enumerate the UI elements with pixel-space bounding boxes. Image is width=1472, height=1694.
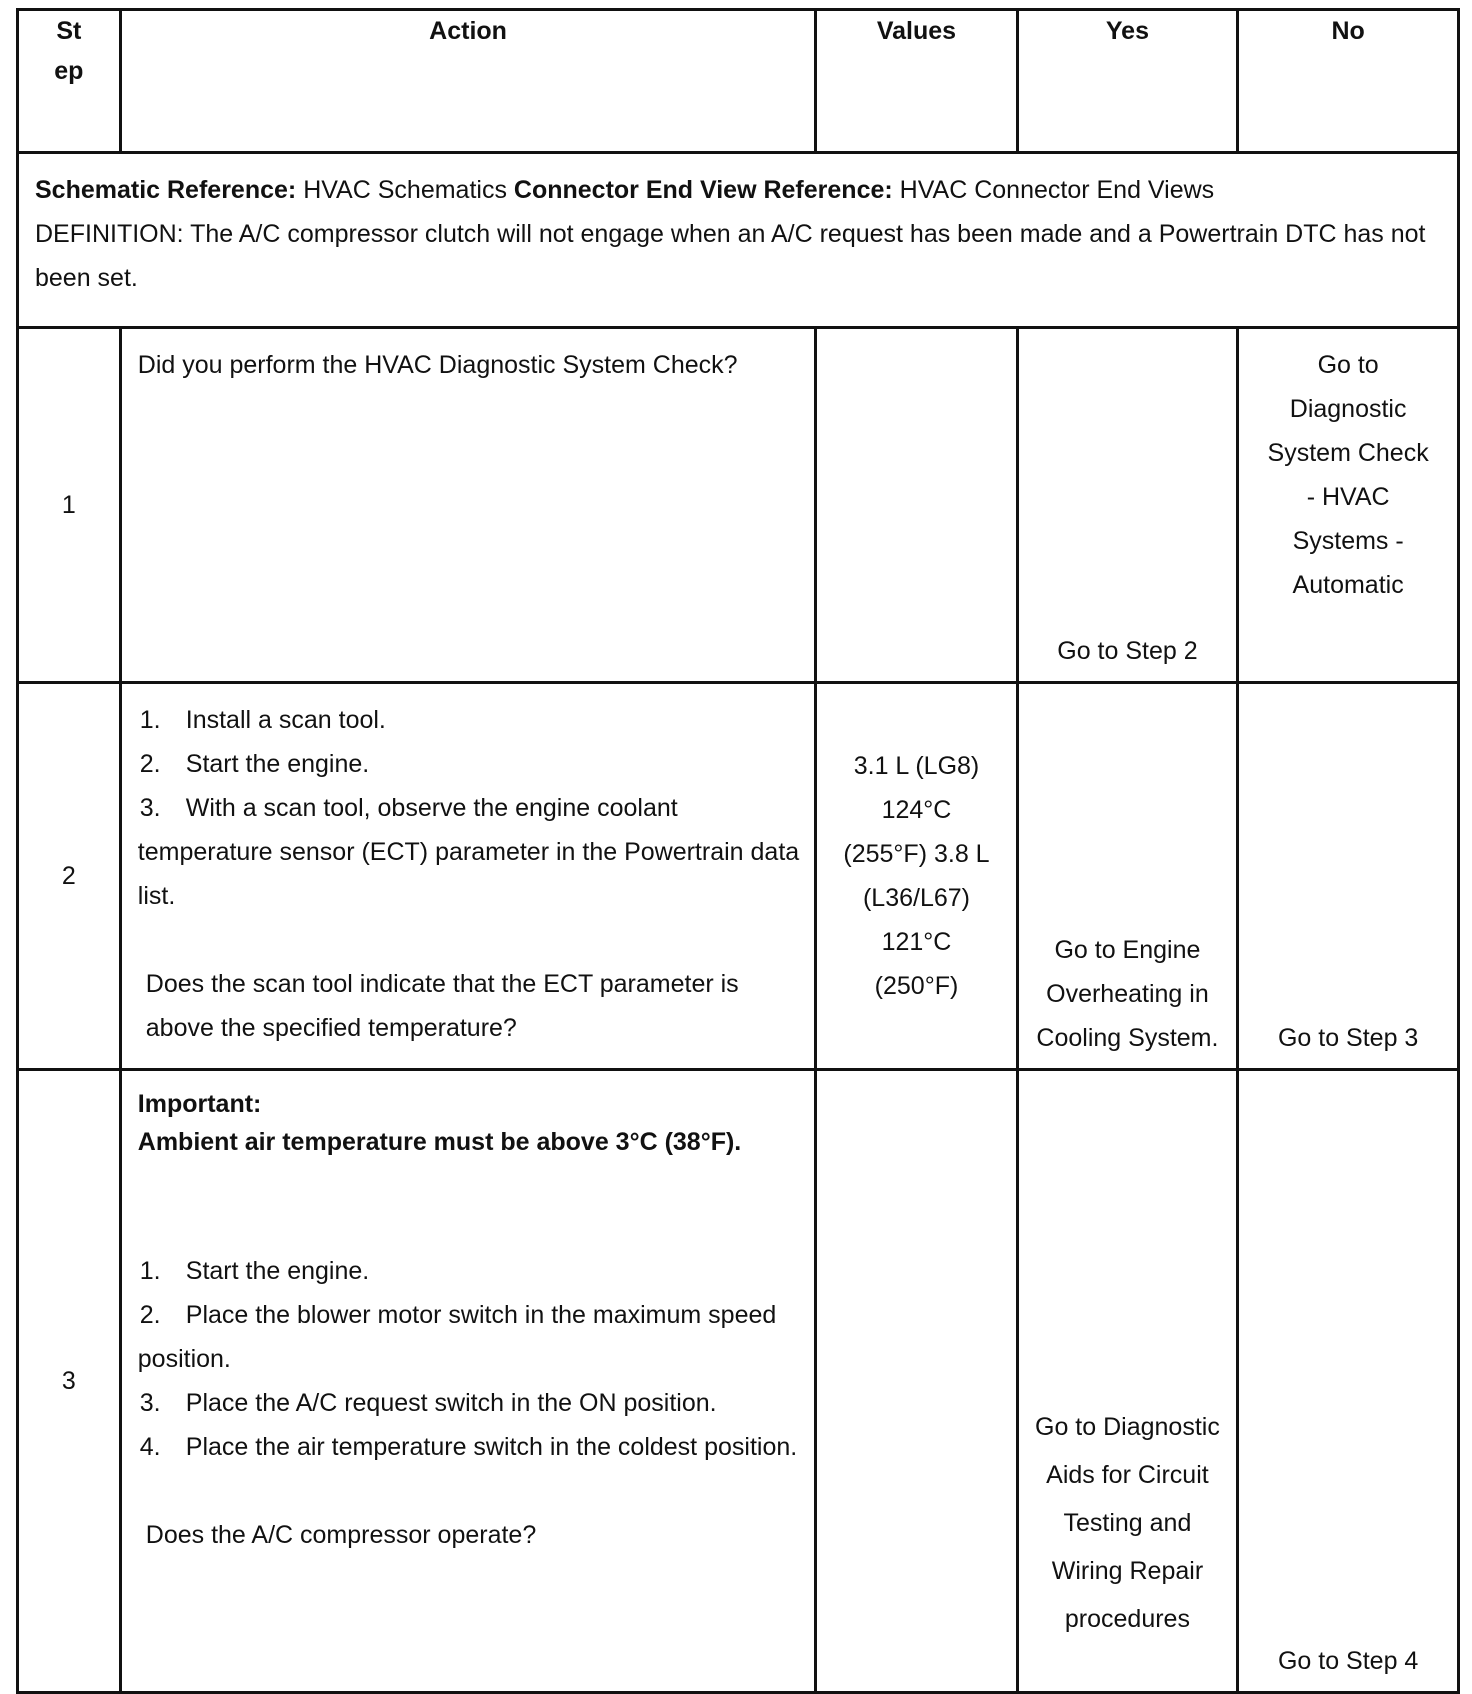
list-item: 1. Install a scan tool.: [139, 706, 386, 734]
header-values: Values: [816, 10, 1017, 153]
list-item: 3. Place the A/C request switch in the ON position.: [139, 1389, 717, 1417]
diagnostic-table: [16, 8, 1460, 1694]
important-label: Important:: [137, 1090, 262, 1118]
values-cell: [816, 1070, 1017, 1693]
action-cell: [120, 1070, 816, 1693]
header-yes: Yes: [1017, 10, 1238, 153]
no-link[interactable]: Go to Step 4: [1238, 1070, 1459, 1693]
header-action: Action: [120, 10, 816, 153]
no-link[interactable]: [1238, 328, 1459, 683]
table-row: [18, 328, 1459, 683]
no-link-text: Go to Diagnostic System Check - HVAC Systems - Automatic: [1267, 351, 1429, 599]
yes-link[interactable]: Go to Step 2: [1017, 328, 1238, 683]
connector-reference-label: Connector End View Reference:: [513, 176, 893, 204]
yes-link-text: Go to Engine Overheating in Cooling System.: [1036, 936, 1219, 1052]
values-cell: [816, 328, 1017, 683]
schematic-reference-label: Schematic Reference:: [35, 176, 297, 204]
list-item: 2. Place the blower motor switch in the maximum speed position.: [137, 1301, 777, 1373]
connector-reference-link[interactable]: HVAC Connector End Views: [899, 176, 1215, 204]
yes-link[interactable]: [1017, 1070, 1238, 1693]
action-cell: [120, 328, 816, 683]
list-item: 2. Start the engine.: [139, 750, 370, 778]
list-item: 1. Start the engine.: [139, 1257, 370, 1285]
list-item: 3. With a scan tool, observe the engine coolant temperature sensor (ECT) parameter in the Powertrain data list.: [137, 794, 800, 910]
important-text: Ambient air temperature must be above 3°C (38°F).: [137, 1128, 742, 1156]
reference-row: [18, 153, 1459, 328]
yes-link-text: Go to Diagnostic Aids for Circuit Testing and Wiring Repair procedures: [1035, 1413, 1220, 1633]
yes-link[interactable]: [1017, 683, 1238, 1070]
step-number: 3: [18, 1070, 121, 1693]
action-question: Does the scan tool indicate that the ECT parameter is above the specified temperature?: [145, 970, 739, 1042]
action-question: Did you perform the HVAC Diagnostic System Check?: [137, 351, 738, 379]
table-row: [18, 1070, 1459, 1693]
action-cell: [120, 683, 816, 1070]
step-number: 2: [18, 683, 121, 1070]
header-row: [18, 10, 1459, 153]
step-number: 1: [18, 328, 121, 683]
reference-cell: [18, 153, 1459, 328]
header-no: No: [1238, 10, 1459, 153]
no-link[interactable]: Go to Step 3: [1238, 683, 1459, 1070]
action-question: Does the A/C compressor operate?: [145, 1521, 537, 1549]
list-item: 4. Place the air temperature switch in the coldest position.: [139, 1433, 798, 1461]
schematic-reference-link[interactable]: HVAC Schematics: [303, 176, 507, 204]
table-row: [18, 683, 1459, 1070]
values-text: 3.1 L (LG8) 124°C (255°F) 3.8 L (L36/L67) 121°C (250°F): [843, 752, 990, 1000]
definition-text: DEFINITION: The A/C compressor clutch will not engage when an A/C request has been made and a Powertrain DTC has not been set.: [35, 220, 1426, 292]
header-step: St ep: [18, 10, 121, 153]
values-cell: [816, 683, 1017, 1070]
